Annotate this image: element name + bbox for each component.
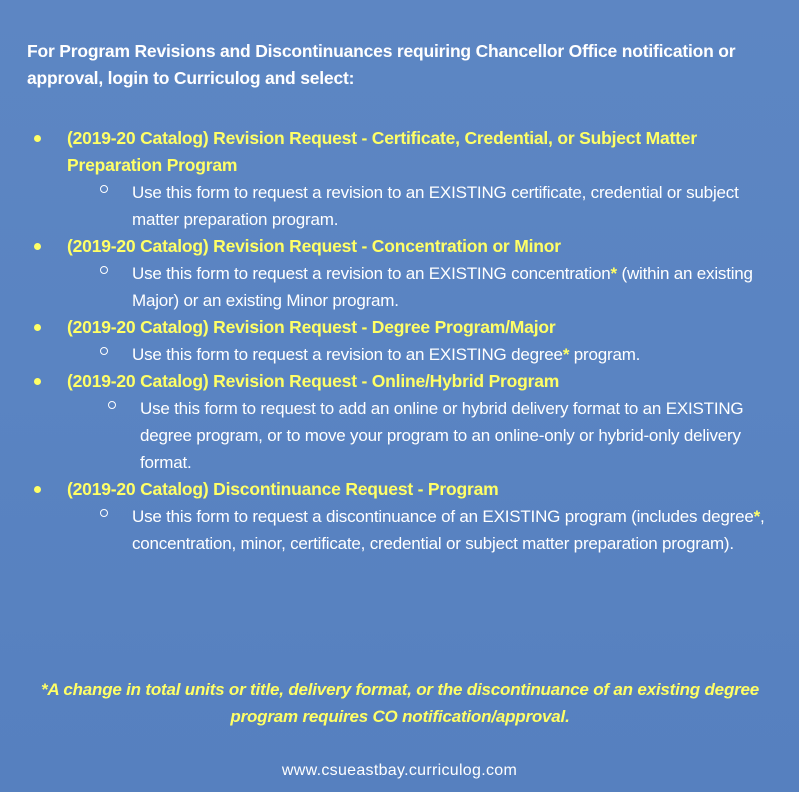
sub-item (0, 503, 799, 557)
sub-item (0, 260, 799, 314)
bullet-icon (34, 243, 41, 250)
intro-text: For Program Revisions and Discontinuances requiring Chancellor Office notification or approval, login to Curriculog and select: (27, 41, 736, 88)
list-item (0, 314, 799, 368)
item-title: (2019-20 Catalog) Revision Request - Online/Hybrid Program (67, 371, 560, 391)
item-description (132, 503, 784, 557)
sub-item (0, 179, 799, 233)
item-description (132, 179, 784, 233)
description-text-continued: , concentration, minor, certificate, credential or subject matter preparation program). (132, 507, 765, 553)
list-item (0, 125, 799, 233)
form-list (0, 125, 799, 557)
description-text: Use this form to request a revision to an EXISTING concentration (132, 264, 611, 283)
item-description (132, 260, 784, 314)
asterisk-mark: * (562, 345, 570, 364)
list-item (0, 368, 799, 476)
item-description (132, 341, 784, 368)
item-description (140, 395, 788, 476)
footnote: *A change in total units or title, delivery format, or the discontinuance of an existing degree program requires CO notification/approval. (40, 680, 760, 726)
description-text: Use this form to request to add an online or hybrid delivery format to an EXISTING degree program, or to move your program to an online-only or hybrid-only delivery format. (140, 399, 744, 472)
circle-bullet-icon (100, 266, 108, 274)
description-text-continued: program. (569, 345, 641, 364)
bullet-icon (34, 486, 41, 493)
circle-bullet-icon (100, 185, 108, 193)
description-text: Use this form to request a revision to an EXISTING degree (132, 345, 563, 364)
circle-bullet-icon (108, 401, 116, 409)
description-text: Use this form to request a revision to an EXISTING certificate, credential or subject matter preparation program. (132, 183, 739, 229)
list-item (0, 476, 799, 557)
circle-bullet-icon (100, 347, 108, 355)
bullet-icon (34, 378, 41, 385)
item-title: (2019-20 Catalog) Revision Request - Concentration or Minor (67, 236, 561, 256)
item-title: (2019-20 Catalog) Revision Request - Certificate, Credential, or Subject Matter Preparation Program (67, 128, 697, 175)
list-item (0, 233, 799, 314)
asterisk-mark: * (610, 264, 617, 283)
circle-bullet-icon (100, 509, 108, 517)
asterisk-mark: * (753, 507, 761, 526)
item-title: (2019-20 Catalog) Revision Request - Degree Program/Major (67, 317, 556, 337)
website-url: www.csueastbay.curriculog.com (281, 762, 518, 779)
bullet-icon (34, 324, 41, 331)
description-text-continued: (within an existing Major) or an existing Minor program. (132, 264, 753, 310)
sub-item (0, 395, 799, 476)
sub-item (0, 341, 799, 368)
bullet-icon (34, 135, 41, 142)
description-text: Use this form to request a discontinuance of an EXISTING program (includes degree (132, 507, 754, 526)
item-title: (2019-20 Catalog) Discontinuance Request - Program (67, 479, 499, 499)
